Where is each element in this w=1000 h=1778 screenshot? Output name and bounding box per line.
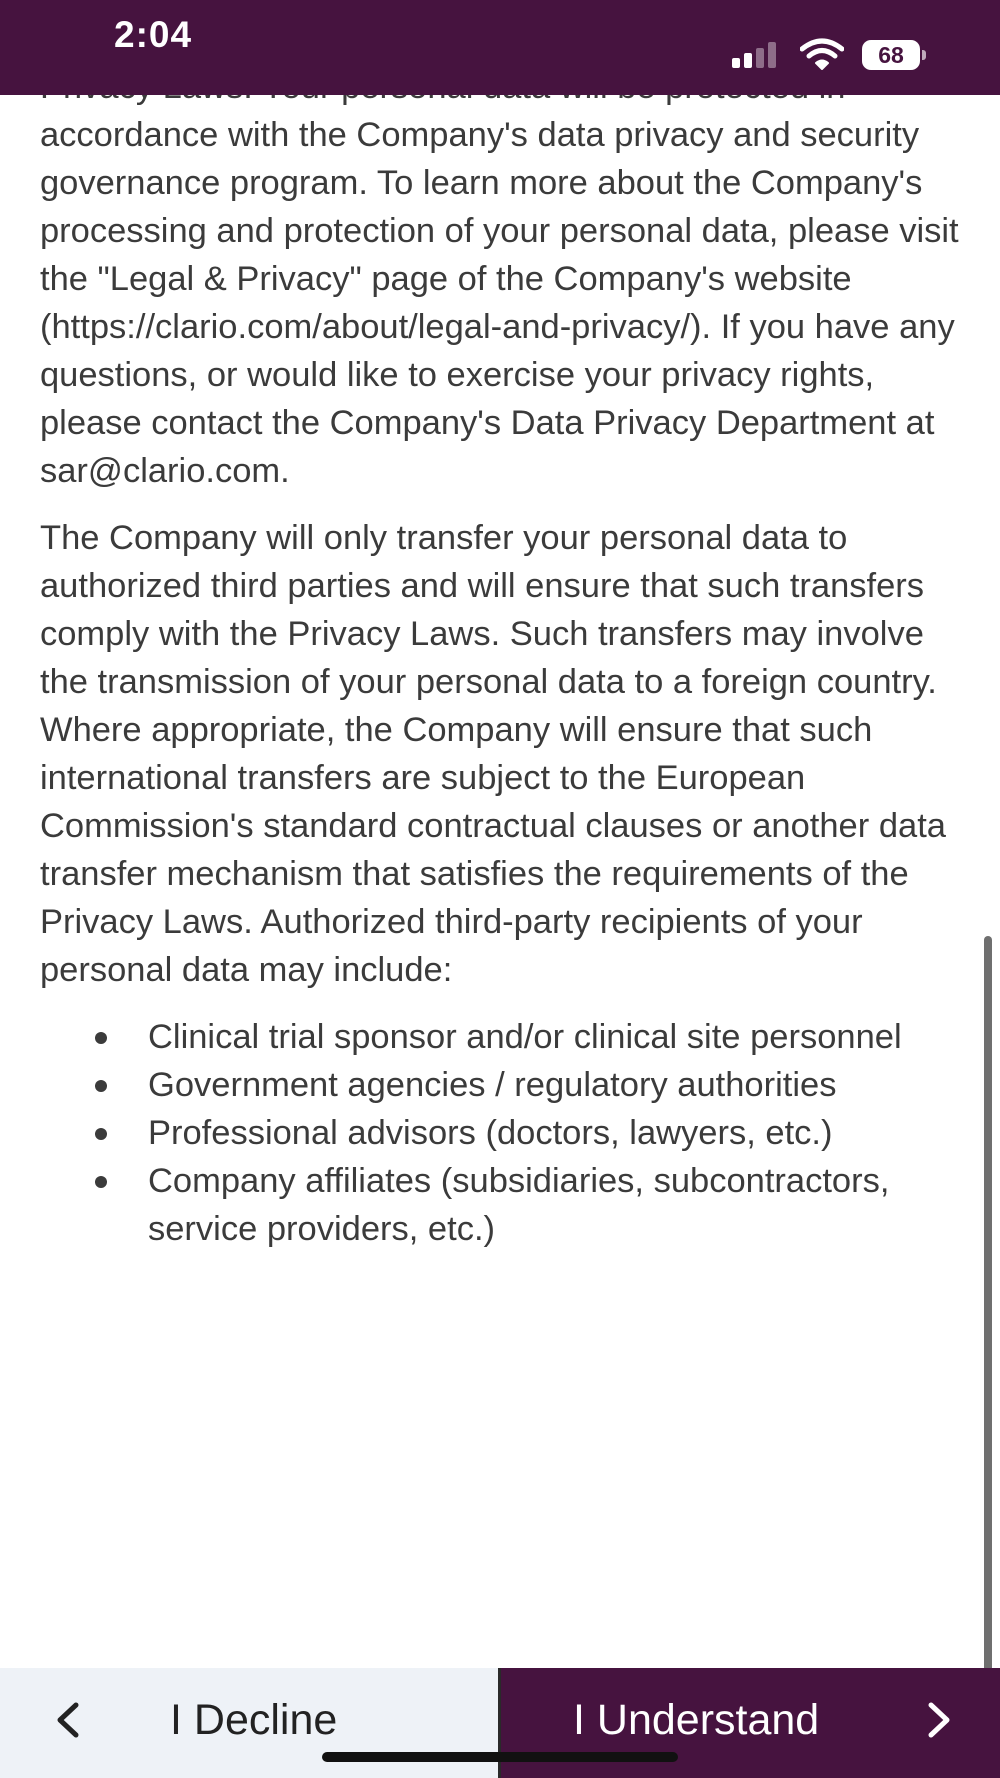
chevron-right-icon — [919, 1700, 959, 1740]
list-item: Clinical trial sponsor and/or clinical site personnel — [148, 1013, 960, 1061]
status-bar — [0, 0, 1000, 95]
decline-label: I Decline — [170, 1696, 338, 1744]
recipients-list — [40, 1013, 960, 1253]
paragraph-data-transfer: The Company will only transfer your personal data to authorized third parties and will ensure that such transfers comply with the Privacy Laws. Such transfers may involve the transmission of your personal data to a foreign country. Where appropriate, the Company will ensure that such international transfers are subject to the European Commission's standard contractual clauses or another data transfer mechanism that satisfies the requirements of the Privacy Laws. Authorized third-party recipients of your personal data may include: — [40, 519, 946, 989]
understand-label: I Understand — [573, 1696, 820, 1744]
battery-level: 68 — [862, 40, 920, 70]
battery-icon — [862, 40, 926, 70]
list-item: Company affiliates (subsidiaries, subcontractors, service providers, etc.) — [148, 1157, 960, 1253]
chevron-left-icon — [48, 1700, 88, 1740]
home-indicator[interactable] — [322, 1752, 678, 1762]
wifi-icon — [800, 38, 844, 70]
status-time: 2:04 — [114, 14, 193, 55]
list-item: Professional advisors (doctors, lawyers, etc.) — [148, 1109, 960, 1157]
list-item: Government agencies / regulatory authorities — [148, 1061, 960, 1109]
privacy-document — [40, 63, 960, 1253]
paragraph-data-protection: accordance with the Company's data privacy and security governance program. To learn more about the Company's processing and protection of your personal data, please visit the "Legal & Privacy" page of the Company's website (https://clario.com/about/legal-and-privacy/). If you have any questions, or would like to exercise your privacy rights, please contact the Company's Data Privacy Department at sar@clario.com. — [40, 116, 959, 490]
scrollbar[interactable] — [984, 936, 992, 1706]
cellular-signal-icon — [732, 42, 780, 68]
